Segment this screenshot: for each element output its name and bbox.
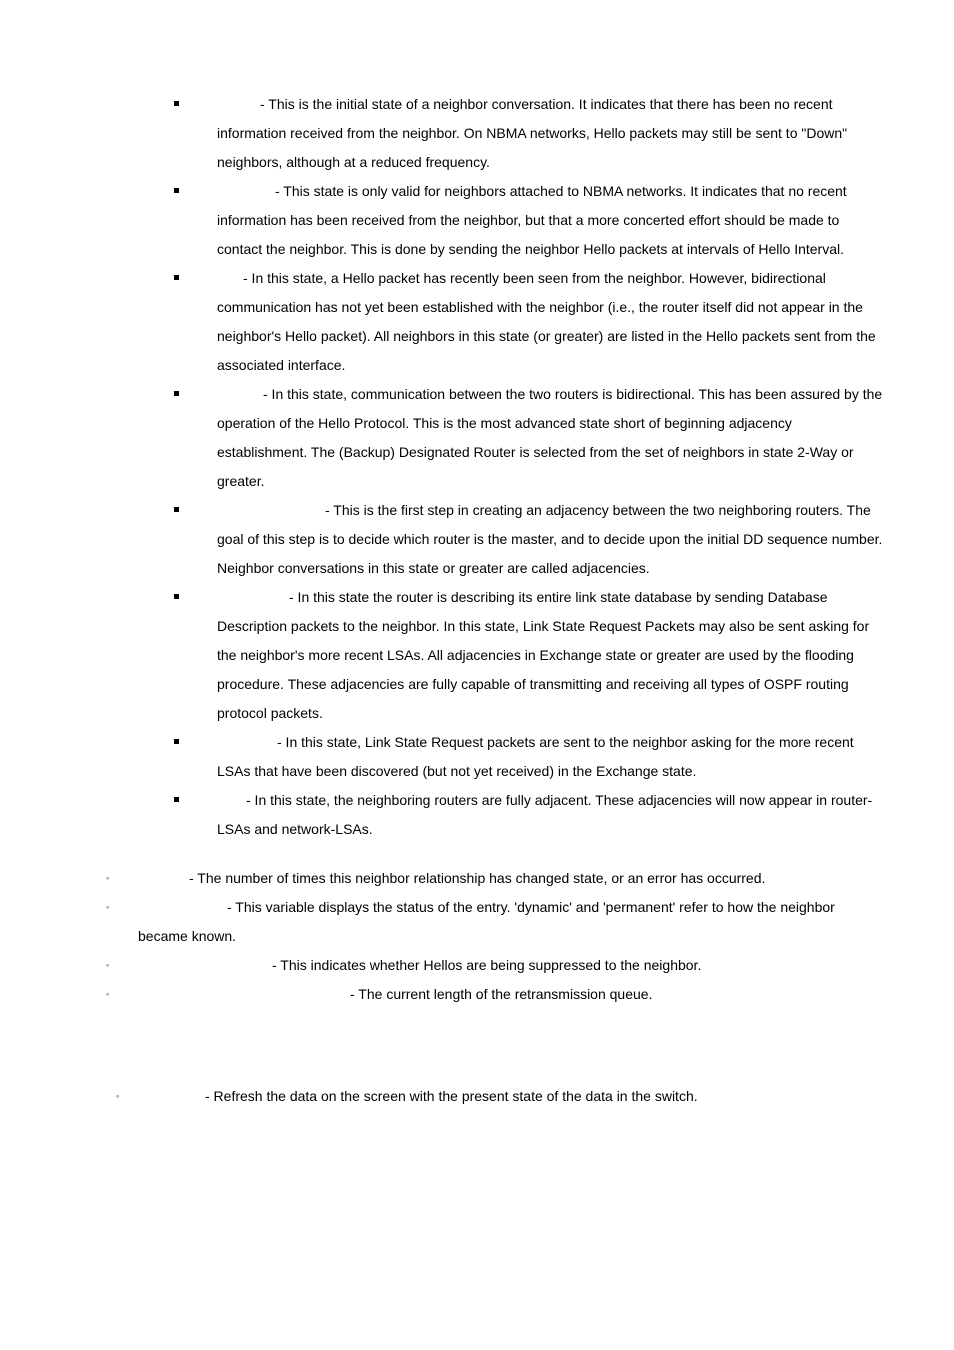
square-bullet-icon — [174, 797, 179, 802]
square-bullet-icon — [174, 275, 179, 280]
circle-bullet-icon: ◦ — [106, 960, 110, 970]
field-description-list — [0, 864, 954, 1009]
state-description: - In this state, a Hello packet has recently been seen from the neighbor. However, bidirectional communication has not yet been established with the neighbor (i.e., the router itself did not appear in the neighbor's Hello packet). All neighbors in this state (or greater) are listed in the Hello packets sent from the associated interface. — [217, 270, 876, 373]
button-description-list — [0, 1082, 954, 1111]
state-description: - This is the initial state of a neighbor conversation. It indicates that there has been no recent information received from the neighbor. On NBMA networks, Hello packets may still be sent to "Down" neighbors, although at a reduced frequency. — [217, 96, 848, 170]
square-bullet-icon — [174, 188, 179, 193]
field-item — [0, 980, 954, 1009]
field-item — [0, 864, 954, 893]
square-bullet-icon — [174, 507, 179, 512]
neighbor-state-list — [0, 90, 954, 844]
field-description: - The number of times this neighbor relationship has changed state, or an error has occurred. — [189, 870, 766, 886]
circle-bullet-icon: ◦ — [106, 902, 110, 912]
state-description: - In this state, the neighboring routers are fully adjacent. These adjacencies will now appear in router-LSAs and network-LSAs. — [217, 792, 873, 837]
square-bullet-icon — [174, 101, 179, 106]
neighbor-state-item — [0, 786, 954, 844]
field-description: - This indicates whether Hellos are being suppressed to the neighbor. — [272, 957, 702, 973]
circle-bullet-icon: ◦ — [106, 873, 110, 883]
field-description: - This variable displays the status of the entry. 'dynamic' and 'permanent' refer to how the neighbor became known. — [138, 899, 835, 944]
state-description: - This is the first step in creating an adjacency between the two neighboring routers. The goal of this step is to decide which router is the master, and to decide upon the initial DD sequence number. Neighbor conversations in this state or greater are called adjacencies. — [217, 502, 883, 576]
neighbor-state-item — [0, 90, 954, 177]
circle-bullet-icon: ◦ — [116, 1091, 120, 1101]
button-description-item — [0, 1082, 954, 1111]
state-description: - In this state the router is describing its entire link state database by sending Database Description packets to the neighbor. In this state, Link State Request Packets may also be sent asking for the neighbor's more recent LSAs. All adjacencies in Exchange state or greater are used by the flooding procedure. These adjacencies are fully capable of transmitting and receiving all types of OSPF routing protocol packets. — [217, 589, 870, 721]
circle-bullet-icon: ◦ — [106, 989, 110, 999]
square-bullet-icon — [174, 739, 179, 744]
refresh-button-description: - Refresh the data on the screen with the present state of the data in the switch. — [205, 1088, 698, 1104]
square-bullet-icon — [174, 391, 179, 396]
neighbor-state-item — [0, 496, 954, 583]
neighbor-state-item — [0, 177, 954, 264]
neighbor-state-item — [0, 380, 954, 496]
state-description: - In this state, communication between the two routers is bidirectional. This has been assured by the operation of the Hello Protocol. This is the most advanced state short of beginning adjacency establishment. The (Backup) Designated Router is selected from the set of neighbors in state 2-Way or greater. — [217, 386, 883, 489]
neighbor-state-item — [0, 264, 954, 380]
square-bullet-icon — [174, 594, 179, 599]
field-description: - The current length of the retransmission queue. — [350, 986, 653, 1002]
field-item — [0, 951, 954, 980]
state-description: - This state is only valid for neighbors attached to NBMA networks. It indicates that no recent information has been received from the neighbor, but that a more concerted effort should be made to contact the neighbor. This is done by sending the neighbor Hello packets at intervals of Hello Interval. — [217, 183, 847, 257]
state-description: - In this state, Link State Request packets are sent to the neighbor asking for the more recent LSAs that have been discovered (but not yet received) in the Exchange state. — [217, 734, 854, 779]
neighbor-state-item — [0, 583, 954, 728]
field-item — [0, 893, 954, 951]
neighbor-state-item — [0, 728, 954, 786]
